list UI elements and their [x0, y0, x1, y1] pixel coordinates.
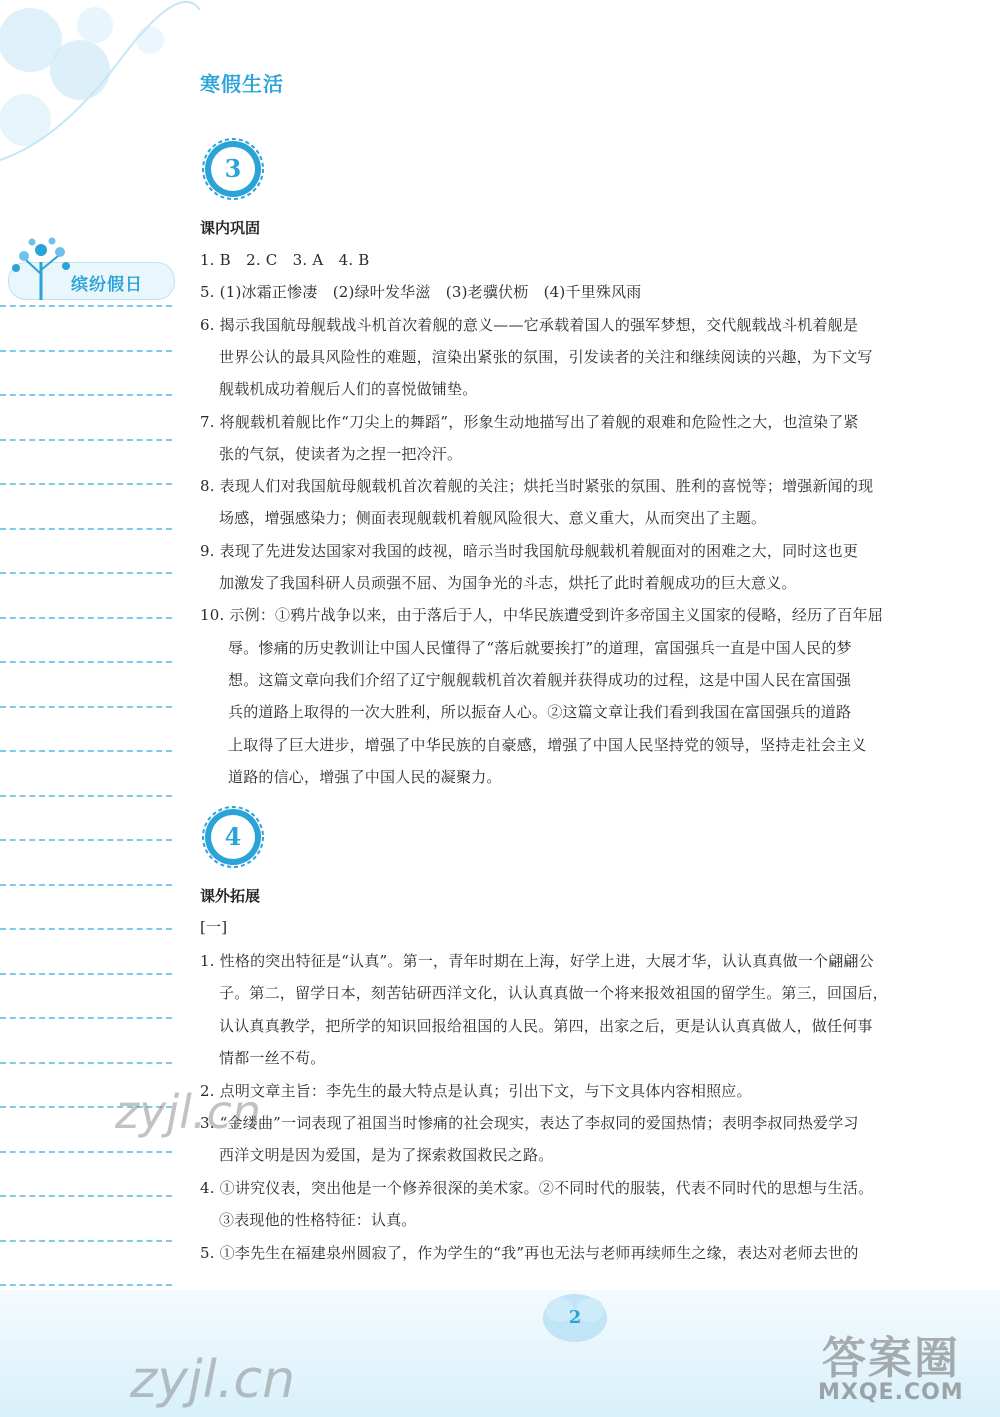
answer-line: 加激发了我国科研人员顽强不屈、为国争光的斗志，烘托了此时着舰成功的巨大意义。 [219, 574, 797, 592]
answer-line: 张的气氛，使读者为之捏一把冷汗。 [219, 444, 463, 463]
watermark-mid: zyjl.cn [115, 1085, 261, 1139]
watermark-site: MXQE.COM [818, 1380, 964, 1405]
answer-line: 子。第二，留学日本，刻苦钻研西洋文化，认认真真做一个将来报效祖国的留学生。第三，回国后， [219, 984, 888, 1003]
answer-line: 认认真真教学，把所学的知识回报给祖国的人民。第四，出家之后，更是认认真真做人，做任何事 [219, 1016, 873, 1035]
section-number-badge [202, 806, 264, 868]
answer-line: 情都一丝不苟。 [219, 1049, 326, 1068]
watermark-bottom: zyjl.cn [130, 1350, 296, 1410]
answer-line: 7. 将舰载机着舰比作“刀尖上的舞蹈”，形象生动地描写出了着舰的艰难和危险性之大，也渲染了紧 [200, 412, 859, 431]
badge-label: 缤纷假日 [71, 275, 143, 295]
page-number-badge [540, 1290, 610, 1345]
section-subheading: 课外拓展 [200, 887, 261, 905]
answer-line: 西洋文明是因为爱国，是为了探索救国救民之路。 [219, 1146, 554, 1165]
page-header-title: 寒假生活 [200, 72, 284, 96]
corner-flower-decoration [0, 0, 200, 200]
answer-line: 9. 表现了先进发达国家对我国的歧视，暗示当时我国航母舰载机着舰面对的困难之大，同时这也更 [200, 541, 859, 560]
left-margin-dashed-lines [0, 305, 180, 1325]
answer-line: 8. 表现人们对我国航母舰载机首次着舰的关注；烘托当时紧张的氛围、胜利的喜悦等；增强新闻的现 [200, 477, 874, 496]
answer-line: 辱。惨痛的历史教训让中国人民懂得了“落后就要挨打”的道理，富国强兵一直是中国人民的梦 [228, 638, 852, 657]
section-subheading: 课内巩固 [200, 219, 261, 237]
tree-icon [6, 232, 76, 302]
answer-line: 2. 点明文章主旨：李先生的最大特点是认真；引出下文，与下文具体内容相照应。 [200, 1081, 752, 1100]
answer-line: 兵的道路上取得的一次大胜利，所以振奋人心。②这篇文章让我们看到我国在富国强兵的道路 [228, 703, 852, 722]
answer-line: 5. (1)冰霜正惨凄 (2)绿叶发华滋 (3)老骥伏枥 (4)千里殊风雨 [200, 283, 642, 302]
section-number-badge [202, 138, 264, 200]
answer-line: 3. “金缕曲”一词表现了祖国当时惨痛的社会现实，表达了李叔同的爱国热情；表明李叔同热爱学习 [200, 1114, 859, 1132]
section-number: 4 [224, 822, 242, 851]
answer-line: 场感，增强感染力；侧面表现舰载机着舰风险很大、意义重大，从而突出了主题。 [219, 509, 767, 528]
answer-line: 1. 性格的突出特征是“认真”。第一，青年时期在上海，好学上进，大展才华，认认真真做一个翩翩公 [200, 952, 874, 970]
answer-line: 想。这篇文章向我们介绍了辽宁舰舰载机首次着舰并获得成功的过程，这是中国人民在富国强 [228, 670, 852, 689]
answer-line: 道路的信心，增强了中国人民的凝聚力。 [228, 767, 502, 786]
answer-line: 1. B 2. C 3. A 4. B [200, 251, 370, 269]
answer-line: 世界公认的最具风险性的难题，渲染出紧张的氛围，引发读者的关注和继续阅读的兴趣，为下文写 [219, 347, 873, 366]
answer-line: 6. 揭示我国航母舰载战斗机首次着舰的意义——它承载着国人的强军梦想，交代舰载战斗机着舰是 [200, 315, 859, 334]
answer-line: ③表现他的性格特征：认真。 [219, 1211, 417, 1230]
page-number: 2 [568, 1307, 582, 1328]
section-number: 3 [224, 154, 242, 183]
answer-line: 10. 示例：①鸦片战争以来，由于落后于人，中华民族遭受到许多帝国主义国家的侵略，经历了百年屈 [200, 606, 884, 625]
answer-line: 5. ①李先生在福建泉州圆寂了，作为学生的“我”再也无法与老师再续师生之缘，表达对老师去世的 [200, 1243, 859, 1262]
answer-line: 4. ①讲究仪表，突出他是一个修养很深的美术家。②不同时代的服装，代表不同时代的思想与生活。 [200, 1178, 874, 1197]
sub-part-label: [一] [200, 918, 228, 936]
answer-line: 舰载机成功着舰后人们的喜悦做铺垫。 [219, 380, 478, 399]
answer-line: 上取得了巨大进步，增强了中华民族的自豪感，增强了中国人民坚持党的领导，坚持走社会主义 [228, 735, 867, 754]
watermark-logo: 答案圈 [822, 1333, 960, 1384]
